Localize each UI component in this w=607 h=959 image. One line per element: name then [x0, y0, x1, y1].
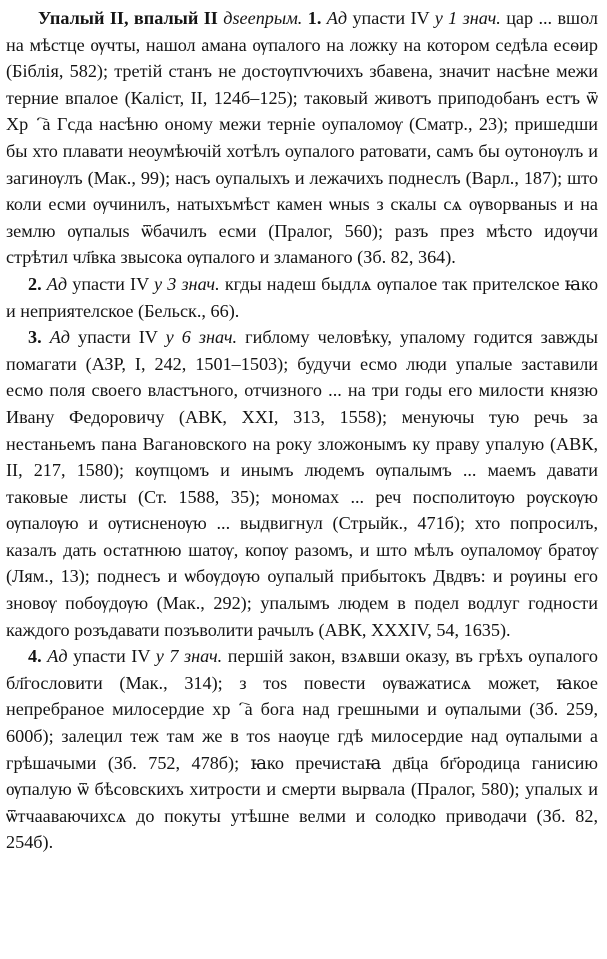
- sense-meaning-ref: у 7 знач.: [155, 646, 223, 667]
- sense-prefix: Ад: [47, 646, 68, 667]
- sense-reference: упасти IV: [73, 646, 151, 667]
- sense-meaning-ref: у 6 знач.: [165, 327, 238, 348]
- part-of-speech: дѕеепрым.: [223, 8, 303, 28]
- sense-prefix: Ад: [49, 327, 70, 348]
- entry-paragraph-1: [6, 5, 598, 271]
- sense-reference: упасти IV: [352, 8, 430, 28]
- entry-headword: Упалый II, впалый II: [38, 8, 218, 28]
- sense-reference: упасти IV: [78, 327, 158, 348]
- sense-number: 4.: [28, 646, 42, 667]
- sense-citations: кгды надеш быдлѧ ѹпалое так прителское ꙗко и неприятелское (Бельск., 66).: [6, 273, 599, 321]
- entry-paragraph-4: [6, 643, 598, 856]
- sense-reference: упасти IV: [72, 273, 149, 294]
- sense-citations: цар ... вшол на мѣстце ѹчты, нашол амана ѹпалого на ложку на котором седѣла есѳир (Біблія, 582); третій станъ не достѹпѵючихъ збавена, значит насѣне межи терние впалое (Каліст, II, 124б–125); таковый животъ приподобанъ естъ ѿ Хрⷭ҇а Гсда насѣню оному межи терніе оупаломѹ (Сматр., 23); пришедши бы хто плавати неоумѣючій хотѣлъ оупалого ратовати, самъ бы оутонѹлъ и загинѹлъ (Мак., 99); насъ оупалыхъ и лежачихъ поднеслъ (Варл., 187); што коли есми ѹчинилъ, натыхъмѣст камен ѡныѕ з скалы сѧ ѹворваныѕ и на землю ѹпалыѕ ѿбачилъ есми (Пралог, 560); разъ през мѣсто идѹчи стрѣтил чл҃вка звысока ѹпалого и зламаного (Зб. 82, 364).: [6, 8, 598, 268]
- sense-meaning-ref: у 1 знач.: [434, 8, 501, 28]
- sense-meaning-ref: у 3 знач.: [154, 273, 220, 294]
- entry-paragraph-3: [6, 324, 598, 643]
- sense-number: 3.: [28, 327, 42, 348]
- sense-prefix: Ад: [326, 8, 348, 28]
- entry-paragraph-2: [6, 271, 598, 324]
- sense-citations: гиблому человѣку, упалому годится завжды помагати (АЗР, I, 242, 1501–1503); будучи есмо люди упалые заставили есмо поля своего властъного, отчизного ... на три годы его милости князю Ивану Федоровичу (АВК, XXI, 313, 1558); менуючы тую речь за нестаньемъ пана Вагановского на року зложонымъ ку праву упалую (АВК, II, 217, 1580); кѹпцомъ и инымъ людемъ ѹпалымъ ... маемъ давати таковые листы (Ст. 1588, 35); мономах ... реч посполитѹю рѹскѹю ѹпалѹю и ѹтисненѹю ... выдвигнул (Стрыйк., 471б); хто попросилъ, казалъ дать остатнюю шатѹ, копѹ разомъ, и што мѣлъ оупаломѹ братѹ (Лям., 13); поднесъ и ѡбѹдѹю оупалый прибытокъ Двдвъ: и рѹины его зновѹ побѹдѹю (Мак., 292); упалымъ людем в подел водлуг годности каждого розъдавати позъволити рачылъ (АВК, XXXIV, 54, 1635).: [6, 327, 599, 640]
- sense-prefix: Ад: [46, 273, 68, 294]
- sense-citations: першій закон, взѧвши оказу, въ грѣхъ оупалого бл҃гословити (Мак., 314); з тоѕ повести ѹважатисѧ может, ꙗкое непребраное милосердие хрⷭ҇а бога над грешными и ѹпалыми (Зб. 259, 600б); залецил теж там же в тоѕ наѹце гдѣ милосердие над ѹпалыми а грѣшачыми (Зб. 752, 478б); ꙗко пречистаꙗ дв҃ца бг҃ородица ганисию ѹпалую ѿ бѣсовскихъ хитрости и смерти вырвала (Пралог, 580); упалых и ѿтчааваючихсѧ до покуты утѣшне велми и солодко приводачи (Зб. 82, 254б).: [6, 646, 599, 853]
- sense-number: 2.: [28, 273, 42, 294]
- sense-number: 1.: [307, 8, 322, 28]
